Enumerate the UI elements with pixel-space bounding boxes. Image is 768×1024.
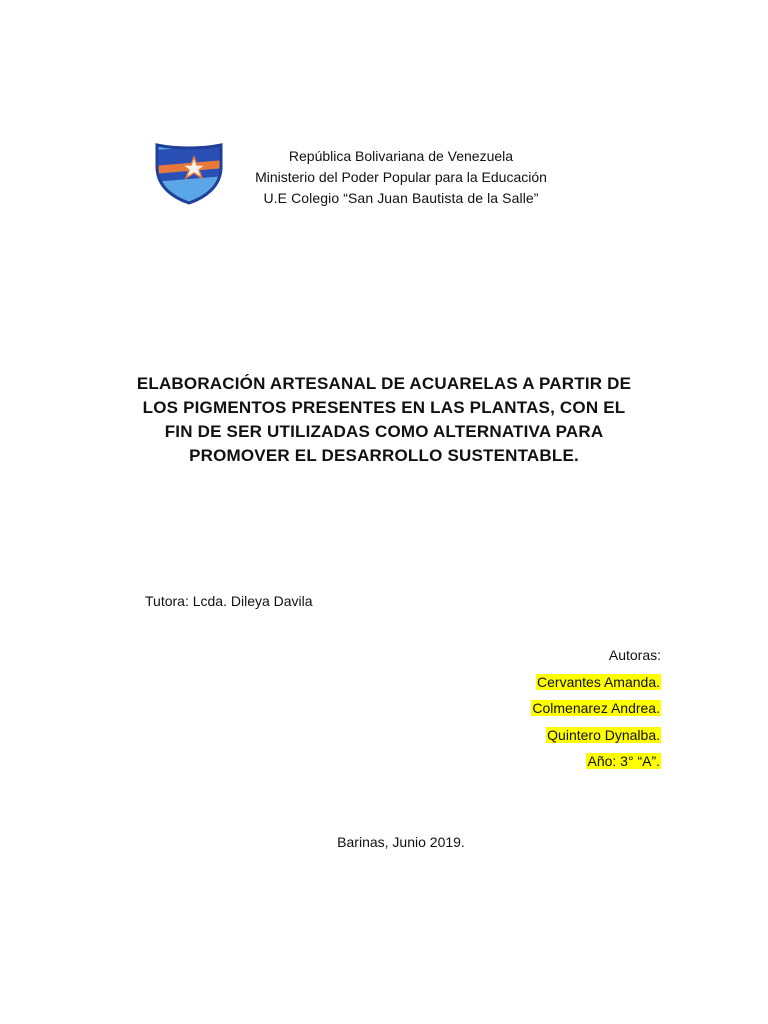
tutor-line: Tutora: Lcda. Dileya Davila [145, 593, 313, 609]
institution-header [230, 146, 572, 209]
place-date: Barinas, Junio 2019. [337, 834, 465, 850]
school-year: Año: 3° “A”. [587, 753, 660, 769]
authors-block [531, 645, 661, 778]
header-country: República Bolivariana de Venezuela [288, 148, 514, 164]
title-line: FIN DE SER UTILIZADAS COMO ALTERNATIVA PARA [164, 422, 604, 441]
document-title [120, 372, 648, 468]
author-name: Cervantes Amanda. [537, 673, 660, 690]
title-line: ELABORACIÓN ARTESANAL DE ACUARELAS A PARTIR DE [136, 374, 632, 393]
header-ministry: Ministerio del Poder Popular para la Educación [255, 169, 547, 185]
title-line: LOS PIGMENTOS PRESENTES EN LAS PLANTAS, CON EL [142, 398, 626, 417]
authors-label: Autoras: [608, 647, 661, 663]
author-name: Colmenarez Andrea. [532, 700, 660, 716]
header-school: U.E Colegio “San Juan Bautista de la Salle” [263, 190, 539, 206]
school-shield-logo-icon [152, 140, 226, 206]
author-name: Quintero Dynalba. [547, 726, 660, 743]
title-line: PROMOVER EL DESARROLLO SUSTENTABLE. [189, 446, 579, 465]
